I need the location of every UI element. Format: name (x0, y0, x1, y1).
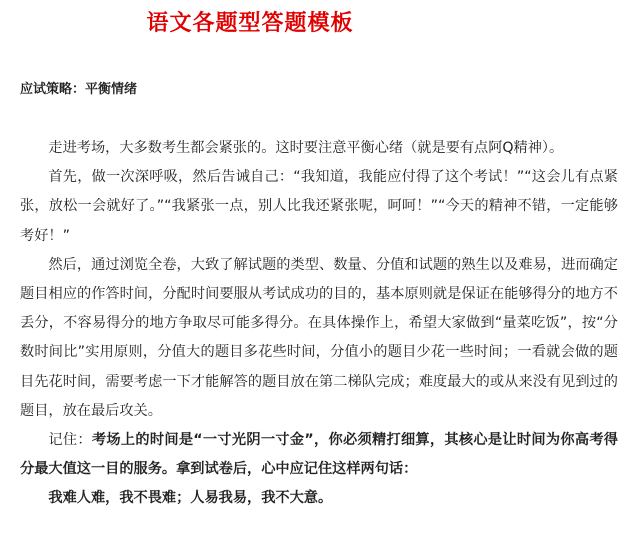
paragraph-time-allocation: 然后，通过浏览全卷，大致了解试题的类型、数量、分值和试题的熟生以及难易，进而确定题目相应的作答时间，分配时间要服从考试成功的目的，基本原则就是保证在能够得分的地方不丢分，不容易得分的地方争取尽可能多得分。在具体操作上，希望大家做到“量菜吃饭”，按“分数时间比”实用原则，分值大的题目多花些时间，分值小的题目少花一些时间；一看就会做的题目先花时间，需要考虑一下才能解答的题目放在第二梯队完成；难度最大的或从来没有见到过的题目，放在最后攻关。 (20, 256, 618, 419)
document-body (20, 134, 618, 514)
document-title: 语文各题型答题模板 (146, 11, 354, 36)
section-heading: 应试策略：平衡情绪 (20, 82, 138, 97)
paragraph-motto: 我难人难，我不畏难；人易我易，我不大意。 (48, 490, 333, 507)
paragraph-intro: 走进考场，大多数考生都会紧张的。这时要注意平衡心绪（就是要有点阿Q精神）。 (48, 140, 564, 156)
remember-label: 记住： (48, 432, 92, 449)
paragraph-remember (20, 426, 618, 484)
remember-emphasis: 考场上的时间是“一寸光阴一寸金”，你必须精打细算，其核心是让时间为你高考得分最大值这一目的服务。拿到试卷后，心中应记住这样两句话： (20, 432, 618, 478)
paragraph-breathing: 首先，做一次深呼吸，然后告诫自己：“我知道，我能应付得了这个考试！”“这会儿有点紧张，放松一会就好了。”“我紧张一点，别人比我还紧张呢，呵呵！”“今天的精神不错，一定能够考好！” (20, 169, 618, 244)
